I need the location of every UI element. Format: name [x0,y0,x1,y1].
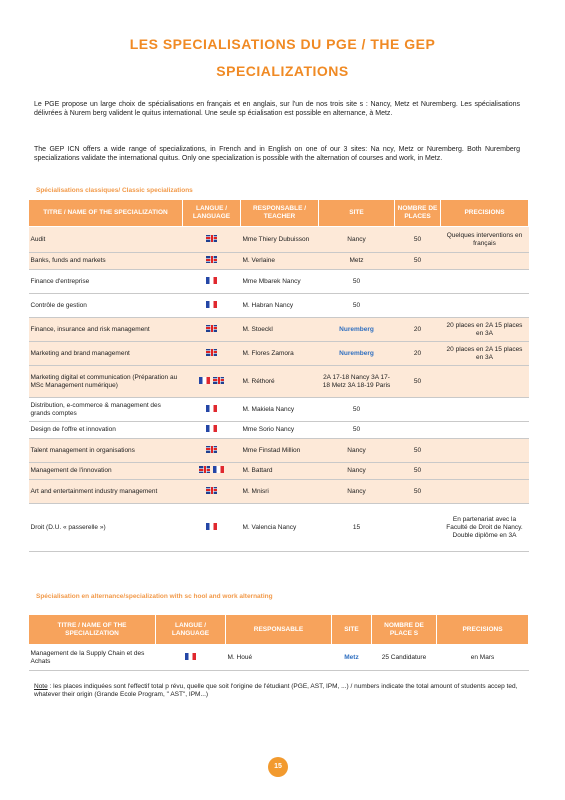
french-flag-icon [206,301,217,308]
places-cell [395,422,441,439]
header-language: LANGUE / LANGUAGE [183,200,241,227]
header-precisions: PRECISIONS [437,615,529,645]
table-row [29,253,529,270]
precisions-cell [441,270,529,294]
places-cell: 50 [395,463,441,480]
language-cell [183,342,241,366]
precisions-cell [441,463,529,480]
teacher-name: Mme Finstad Million [241,439,319,463]
classic-specializations-table [28,199,529,552]
header-name: TITRE / NAME OF THE SPECIALIZATION [29,615,156,645]
teacher-name: M. Mnisri [241,480,319,504]
specialization-name: Contrôle de gestion [29,294,183,318]
header-places: NOMBRE DE PLACE S [372,615,437,645]
french-flag-icon [206,277,217,284]
uk-flag-icon [199,466,210,473]
table-row [29,366,529,398]
places-cell: 50 [395,253,441,270]
specialization-name: Distribution, e-commerce & management des grands comptes [29,398,183,422]
site-cell: Metz [319,253,395,270]
language-cell [183,398,241,422]
language-cell [156,645,226,671]
language-cell [183,318,241,342]
table-row [29,504,529,552]
teacher-name: M. Verlaine [241,253,319,270]
precisions-cell: 20 places en 2A 15 places en 3A [441,318,529,342]
specialization-name: Management de l'innovation [29,463,183,480]
language-cell [183,463,241,480]
places-cell [395,504,441,552]
header-language: LANGUE / LANGUAGE [156,615,226,645]
site-cell: 15 [319,504,395,552]
precisions-cell [441,422,529,439]
table-row [29,645,529,671]
header-name: TITRE / NAME OF THE SPECIALIZATION [29,200,183,227]
places-cell: 50 [395,366,441,398]
precisions-cell [441,398,529,422]
language-cell [183,227,241,253]
teacher-name: M. Réthoré [241,366,319,398]
precisions-cell [441,366,529,398]
teacher-name: Mme Sorio Nancy [241,422,319,439]
teacher-name: M. Flores Zamora [241,342,319,366]
teacher-name: M. Habran Nancy [241,294,319,318]
specialization-name: Art and entertainment industry management [29,480,183,504]
note-text: : les places indiquées sont l'effectif total p révu, quelle que soit l'origine de l'étudiant (PGE, AST, IPM, ...) / numbers indicate the total amount of students accep ted, whatever their origin (Grande Ecole Program, " AST", IPM...) [34,683,518,698]
places-cell: 20 [395,318,441,342]
uk-flag-icon [206,487,217,494]
specialization-name: Marketing digital et communication (Préparation au MSc Management numérique) [29,366,183,398]
site-cell: Nancy [319,439,395,463]
site-cell: 2A 17-18 Nancy 3A 17-18 Metz 3A 18-19 Paris [319,366,395,398]
header-site: SITE [319,200,395,227]
site-cell: 50 [319,294,395,318]
precisions-cell: En partenariat avec la Faculté de Droit de Nancy. Double diplôme en 3A [441,504,529,552]
language-cell [183,270,241,294]
site-cell: Nancy [319,227,395,253]
page-title-line1: LES SPECIALISATIONS DU PGE / THE GEP [129,36,436,52]
intro-french: Le PGE propose un large choix de spécialisations en français et en anglais, sur l'un de nos trois site s : Nancy, Metz et Nuremberg. Les spécialisations délivrées à Nurem berg valident le quitus international. Une seule sp écialisation est possible en alternance, à Metz. [34,101,520,117]
language-cell [183,422,241,439]
teacher-name: M. Battard [241,463,319,480]
places-cell: 50 [395,439,441,463]
places-cell: 25 Candidature [372,645,437,671]
specialization-name: Finance d'entreprise [29,270,183,294]
places-cell: 20 [395,342,441,366]
site-cell: 50 [319,398,395,422]
specialization-name: Finance, insurance and risk management [29,318,183,342]
french-flag-icon [199,377,210,384]
table-row [29,463,529,480]
site-cell: Nancy [319,463,395,480]
specialization-name: Marketing and brand management [29,342,183,366]
specialization-name: Talent management in organisations [29,439,183,463]
section2-label: Spécialisation en alternance/specialization with sc hool and work alternating [36,593,273,600]
teacher-name: Mme Mbarek Nancy [241,270,319,294]
header-teacher: RESPONSABLE [226,615,332,645]
site-cell: Nuremberg [319,318,395,342]
table-row [29,480,529,504]
uk-flag-icon [206,349,217,356]
alternating-specialization-table [28,614,529,671]
table-row [29,318,529,342]
specialization-name: Droit (D.U. « passerelle ») [29,504,183,552]
table-row [29,227,529,253]
precisions-cell [441,480,529,504]
uk-flag-icon [206,446,217,453]
uk-flag-icon [206,256,217,263]
teacher-name: M. Houé [226,645,332,671]
intro-english: The GEP ICN offers a wide range of specializations, in French and in English on one of our 3 sites: Na ncy, Metz or Nuremberg. Both Nuremberg specializations validate the international quitus. Only one specialization is possible with the alternation of courses and work, in Metz. [34,146,520,162]
specialization-name: Management de la Supply Chain et des Achats [29,645,156,671]
places-cell [395,294,441,318]
french-flag-icon [206,405,217,412]
places-cell: 50 [395,480,441,504]
header-teacher: RESPONSABLE / TEACHER [241,200,319,227]
page-number-badge: 15 [268,757,288,777]
uk-flag-icon [206,325,217,332]
header-precisions: PRECISIONS [441,200,529,227]
places-cell [395,398,441,422]
site-cell: 50 [319,422,395,439]
table-row [29,422,529,439]
table-row [29,398,529,422]
teacher-name: Mme Thiery Dubuisson [241,227,319,253]
specialization-name: Audit [29,227,183,253]
precisions-cell [441,253,529,270]
teacher-name: M. Valencia Nancy [241,504,319,552]
site-cell: Nuremberg [319,342,395,366]
precisions-cell [441,294,529,318]
french-flag-icon [206,425,217,432]
page-title-line2: SPECIALIZATIONS [216,63,349,79]
language-cell [183,480,241,504]
specialization-name: Design de l'offre et innovation [29,422,183,439]
precisions-cell: 20 places en 2A 15 places en 3A [441,342,529,366]
site-cell: Nancy [319,480,395,504]
french-flag-icon [206,523,217,530]
language-cell [183,439,241,463]
teacher-name: M. Makiela Nancy [241,398,319,422]
places-cell: 50 [395,227,441,253]
footnote [34,683,524,699]
section1-label: Spécialisations classiques/ Classic specializations [36,187,193,194]
language-cell [183,253,241,270]
french-flag-icon [213,466,224,473]
uk-flag-icon [206,235,217,242]
site-cell: 50 [319,270,395,294]
header-site: SITE [332,615,372,645]
precisions-cell: Quelques interventions en français [441,227,529,253]
precisions-cell [441,439,529,463]
specialization-name: Banks, funds and markets [29,253,183,270]
table-row [29,342,529,366]
language-cell [183,504,241,552]
table-row [29,294,529,318]
header-places: NOMBRE DE PLACES [395,200,441,227]
table-row [29,439,529,463]
french-flag-icon [185,653,196,660]
places-cell [395,270,441,294]
language-cell [183,366,241,398]
teacher-name: M. Stoeckl [241,318,319,342]
uk-flag-icon [213,377,224,384]
site-cell: Metz [332,645,372,671]
note-label: Note [34,683,48,690]
table-row [29,270,529,294]
language-cell [183,294,241,318]
precisions-cell: en Mars [437,645,529,671]
